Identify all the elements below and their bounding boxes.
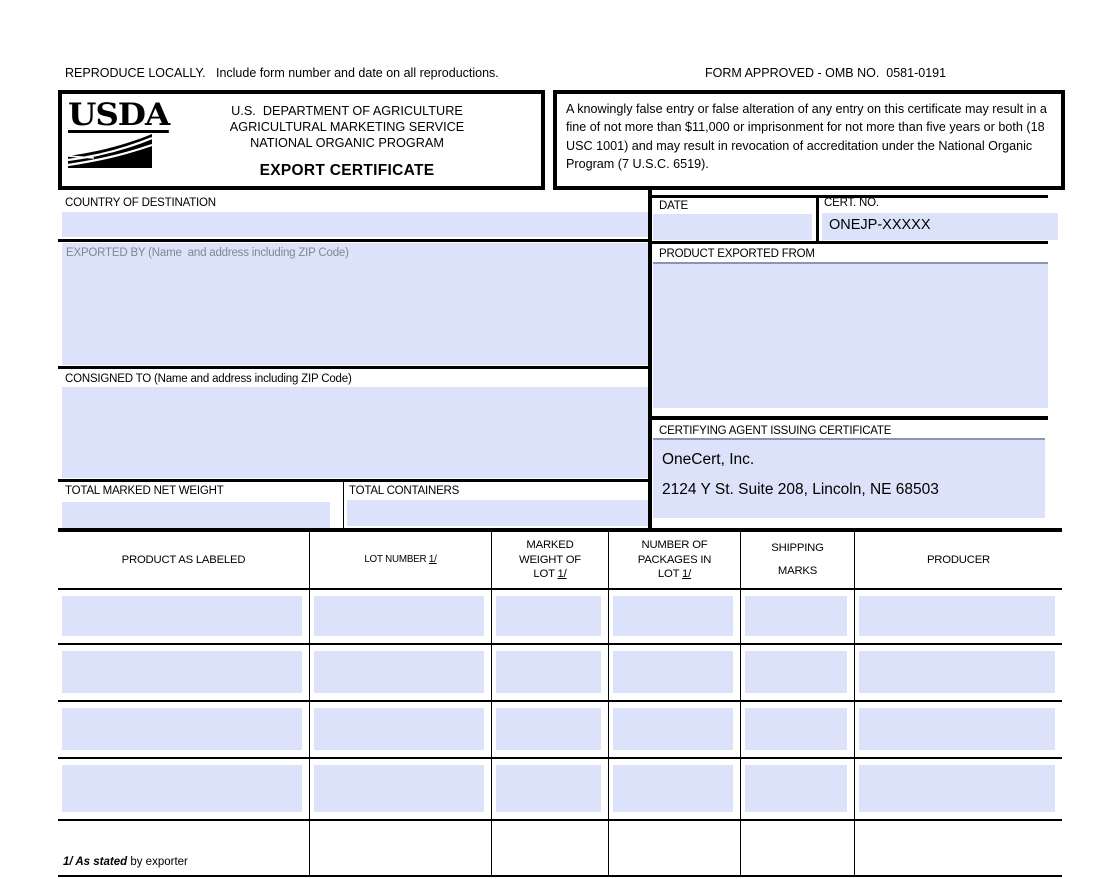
footnote-marker: 1/ (557, 568, 567, 581)
product-exported-from-input[interactable] (653, 262, 1048, 408)
table-row (58, 645, 1062, 702)
usda-logo (68, 97, 170, 168)
table-cell (491, 645, 608, 700)
section-divider (58, 239, 648, 242)
table-cell (608, 759, 740, 819)
empty-cell (854, 821, 1062, 875)
table-cell-input[interactable] (859, 651, 1055, 693)
table-cell (58, 759, 309, 819)
section-divider (58, 479, 648, 482)
footnote-rest: by exporter (127, 856, 188, 868)
table-cell (491, 702, 608, 757)
table-cell (740, 702, 854, 757)
table-cell-input[interactable] (613, 651, 733, 693)
table-cell (608, 590, 740, 643)
table-cell (309, 645, 491, 700)
table-cell (309, 759, 491, 819)
date-cert-divider (816, 195, 819, 243)
table-row (58, 759, 1062, 821)
header-number-of-packages: NUMBER OF PACKAGES IN LOT 1/ (608, 532, 740, 588)
table-cell-input[interactable] (859, 765, 1055, 812)
country-of-destination-label: COUNTRY OF DESTINATION (65, 197, 216, 209)
header-producer: PRODUCER (854, 532, 1062, 588)
table-cell-input[interactable] (314, 651, 484, 693)
table-cell-input[interactable] (613, 596, 733, 636)
table-cell (309, 702, 491, 757)
table-cell-input[interactable] (496, 708, 601, 750)
table-cell-input[interactable] (613, 765, 733, 812)
products-table (58, 532, 1062, 877)
form-approved-note: FORM APPROVED - OMB NO. 0581-0191 (705, 66, 947, 80)
table-cell-input[interactable] (745, 596, 847, 636)
empty-cell (608, 821, 740, 875)
consigned-to-label: CONSIGNED TO (Name and address including ZIP Code) (65, 373, 352, 385)
table-footnote-row (58, 821, 1062, 877)
reproduce-locally-note: REPRODUCE LOCALLY. Include form number and date on all reproductions. (65, 66, 499, 80)
table-cell-input[interactable] (496, 651, 601, 693)
table-cell-input[interactable] (613, 708, 733, 750)
table-cell-input[interactable] (62, 765, 302, 812)
certifying-agent-label: CERTIFYING AGENT ISSUING CERTIFICATE (659, 425, 892, 437)
footnote-marker: 1/ (428, 553, 437, 565)
table-cell (491, 590, 608, 643)
cert-no-input[interactable]: ONEJP-XXXXX (822, 213, 1058, 240)
table-cell (608, 645, 740, 700)
cert-no-label: CERT. NO. (824, 197, 879, 209)
footnote-marker-text: 1/ As stated (63, 856, 128, 868)
date-label: DATE (659, 200, 689, 212)
certifying-agent-name: OneCert, Inc. (662, 451, 755, 468)
table-cell-input[interactable] (314, 765, 484, 812)
section-divider (651, 241, 1048, 244)
table-cell (854, 759, 1062, 819)
usda-logo-text: USDA (68, 97, 170, 133)
agency-title-block (172, 103, 522, 180)
false-entry-warning-text: A knowingly false entry or false alteration of any entry on this certificate may result in a fine of not more than $11,000 or imprisonment for not more than five years or both (18 USC 1001) and may result in revocation of accreditation under the National Organic Program (7 U.S.C. 6519). (566, 102, 1051, 172)
table-cell-input[interactable] (859, 708, 1055, 750)
footnote-cell (58, 821, 309, 875)
table-cell (854, 645, 1062, 700)
empty-cell (740, 821, 854, 875)
totals-divider (343, 482, 344, 528)
table-cell-input[interactable] (314, 708, 484, 750)
usda-swoosh-icon (68, 134, 152, 168)
agency-line-3: NATIONAL ORGANIC PROGRAM (250, 136, 444, 150)
table-cell (854, 702, 1062, 757)
table-row (58, 702, 1062, 759)
total-net-weight-input[interactable] (62, 502, 330, 528)
header-shipping-marks: SHIPPING MARKS (740, 532, 854, 588)
table-cell (740, 759, 854, 819)
consigned-to-input[interactable] (62, 387, 648, 478)
exported-by-label: EXPORTED BY (Name and address including ZIP Code) (66, 247, 349, 259)
table-cell-input[interactable] (859, 596, 1055, 636)
date-input[interactable] (653, 214, 812, 240)
table-cell-input[interactable] (496, 765, 601, 812)
table-cell (740, 645, 854, 700)
form-title: EXPORT CERTIFICATE (259, 162, 435, 179)
table-cell-input[interactable] (745, 708, 847, 750)
exported-by-input[interactable] (62, 243, 648, 365)
header-product-as-labeled: PRODUCT AS LABELED (121, 553, 246, 566)
table-cell (58, 590, 309, 643)
table-body (58, 590, 1062, 821)
table-cell (58, 702, 309, 757)
header-lot-number: LOT NUMBER 1/ (309, 532, 491, 588)
table-cell (740, 590, 854, 643)
table-cell-input[interactable] (62, 596, 302, 636)
empty-cell (309, 821, 491, 875)
table-row (58, 590, 1062, 645)
certifying-agent-address: 2124 Y St. Suite 208, Lincoln, NE 68503 (662, 481, 939, 498)
agency-header-box (58, 90, 545, 190)
table-cell-input[interactable] (496, 596, 601, 636)
table-header-row (58, 532, 1062, 590)
table-cell-input[interactable] (62, 708, 302, 750)
table-cell (608, 702, 740, 757)
footnote-text (58, 856, 188, 875)
footnote-marker: 1/ (682, 568, 692, 581)
empty-cell (491, 821, 608, 875)
country-of-destination-input[interactable] (62, 212, 648, 237)
product-exported-from-label: PRODUCT EXPORTED FROM (659, 248, 815, 260)
total-containers-input[interactable] (347, 500, 648, 526)
false-entry-warning-box (553, 90, 1065, 190)
table-cell (491, 759, 608, 819)
table-cell (309, 590, 491, 643)
table-cell-input[interactable] (314, 596, 484, 636)
agency-line-1: U.S. DEPARTMENT OF AGRICULTURE (231, 104, 463, 118)
table-cell-input[interactable] (745, 765, 847, 812)
total-net-weight-label: TOTAL MARKED NET WEIGHT (65, 485, 224, 497)
header-marked-weight: MARKED WEIGHT OF LOT 1/ (491, 532, 608, 588)
certifying-agent-input[interactable] (653, 438, 1045, 518)
section-divider (58, 366, 648, 369)
table-cell (58, 645, 309, 700)
total-containers-label: TOTAL CONTAINERS (349, 485, 460, 497)
section-divider (651, 416, 1048, 420)
table-cell-input[interactable] (745, 651, 847, 693)
agency-line-2: AGRICULTURAL MARKETING SERVICE (229, 120, 465, 134)
table-cell-input[interactable] (62, 651, 302, 693)
table-cell (854, 590, 1062, 643)
